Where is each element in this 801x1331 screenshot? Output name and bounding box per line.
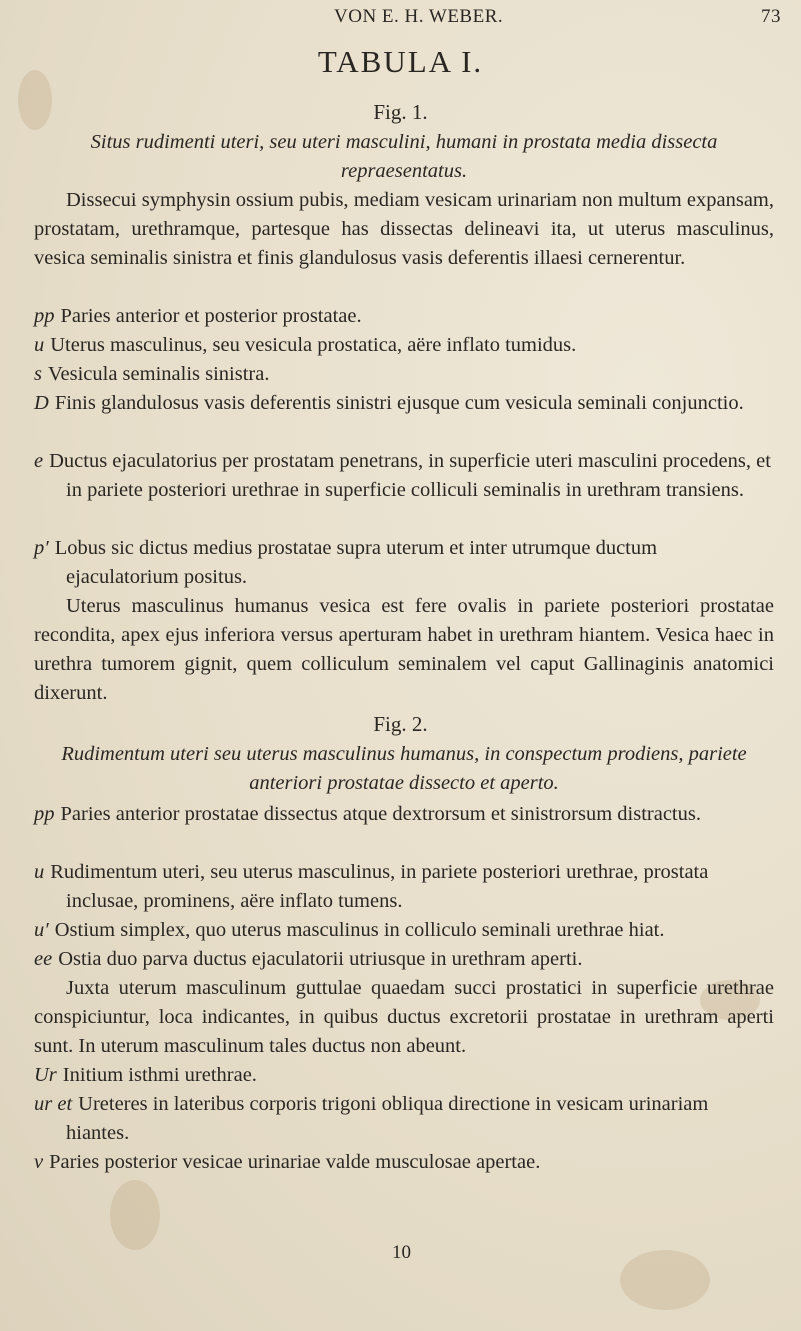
- fig1-entry: [34, 389, 774, 418]
- fig1-label: Fig. 1.: [373, 100, 428, 124]
- entry-text: Paries posterior vesicae urinariae valde musculosae apertae.: [49, 1151, 541, 1173]
- entry-key: pp: [34, 305, 55, 327]
- entry-key: u: [34, 334, 45, 356]
- fig2-entry: [34, 800, 774, 829]
- fig1-entry: [34, 360, 774, 389]
- entry-text: Paries anterior prostatae dissectus atque dextrorsum et sinistrorsum distractus.: [60, 803, 701, 825]
- entry-key: Ur: [34, 1064, 57, 1086]
- entry-text: Paries anterior et posterior prostatae.: [60, 305, 362, 327]
- fig1-entry: [34, 302, 774, 331]
- entry-text: Lobus sic dictus medius prostatae supra uterum et inter utrumque ductum ejaculatorium positus.: [54, 537, 658, 588]
- fig2-entry: [34, 1061, 774, 1090]
- entry-text: Ductus ejaculatorius per prostatam penetrans, in superficie uteri masculini procedens, et in pariete posteriori urethrae in superficie colliculi seminalis in urethram transiens.: [49, 450, 771, 501]
- folio-mark: 10: [392, 1242, 411, 1263]
- fig1-entry: [34, 534, 774, 592]
- entry-key: u: [34, 861, 45, 883]
- page-number: 73: [761, 6, 781, 27]
- fig1-intro: Dissecui symphysin ossium pubis, mediam vesicam urinariam non multum expansam, prostatam, urethramque, partesque has dissectas delineavi ita, ut uterus masculinus, vesica seminalis sinistra et finis glandulosus vasis deferentis illaesi cernerentur.: [34, 189, 774, 269]
- entry-text: Ureteres in lateribus corporis trigoni obliqua directione in vesicam urinariam hiantes.: [66, 1093, 709, 1144]
- plate-title: TABULA I.: [317, 44, 484, 79]
- entry-text: Initium isthmi urethrae.: [62, 1064, 257, 1086]
- fig2-entry: [34, 1090, 774, 1148]
- fig2-label: Fig. 2.: [373, 712, 428, 736]
- fig2-middle: Juxta uterum masculinum guttulae quaedam succi prostatici in superficie urethrae conspiciuntur, loca indicantes, in quibus ductus excretorii prostatae in urethram aperti sunt. In uterum masculinum tales ductus non abeunt.: [34, 977, 774, 1057]
- fig2-caption: Rudimentum uteri seu uterus masculinus humanus, in conspectum prodiens, pariete anteriori prostatae dissecto et aperto.: [61, 743, 747, 794]
- header-author: VON E. H. WEBER.: [334, 6, 504, 27]
- entry-key: u′: [34, 919, 49, 941]
- entry-key: pp: [34, 803, 55, 825]
- entry-key: p′: [34, 537, 49, 559]
- fig2-entry: [34, 916, 774, 945]
- fig1-closing: Uterus masculinus humanus vesica est fere ovalis in pariete posteriori prostatae recondita, apex ejus inferiora versus aperturam habet in urethram hiantem. Vesica haec in urethra tumorem gignit, quem colliculum seminalem vel caput Gallinaginis anatomici dixerunt.: [34, 595, 774, 704]
- entry-key: v: [34, 1151, 44, 1173]
- fig1-entry: [34, 447, 774, 505]
- entry-key: ee: [34, 948, 53, 970]
- entry-key: ur et: [34, 1093, 73, 1115]
- entry-text: Vesicula seminalis sinistra.: [47, 363, 270, 385]
- entry-key: D: [34, 392, 49, 414]
- fig1-caption: Situs rudimenti uteri, seu uteri masculini, humani in prostata media dissecta repraesentatus.: [90, 131, 718, 182]
- fig2-entry: [34, 858, 774, 916]
- entry-text: Uterus masculinus, seu vesicula prostatica, aëre inflato tumidus.: [50, 334, 577, 356]
- fig1-entry: [34, 331, 774, 360]
- entry-key: e: [34, 450, 44, 472]
- entry-text: Ostia duo parva ductus ejaculatorii utriusque in urethram aperti.: [58, 948, 583, 970]
- entry-text: Ostium simplex, quo uterus masculinus in colliculo seminali urethrae hiat.: [54, 919, 665, 941]
- fig2-entry: [34, 945, 774, 974]
- entry-text: Finis glandulosus vasis deferentis sinistri ejusque cum vesicula seminali conjunctio.: [54, 392, 744, 414]
- entry-text: Rudimentum uteri, seu uterus masculinus, in pariete posteriori urethrae, prostata inclusae, prominens, aëre inflato tumens.: [50, 861, 709, 912]
- fig2-entry: [34, 1148, 774, 1177]
- entry-key: s: [34, 363, 42, 385]
